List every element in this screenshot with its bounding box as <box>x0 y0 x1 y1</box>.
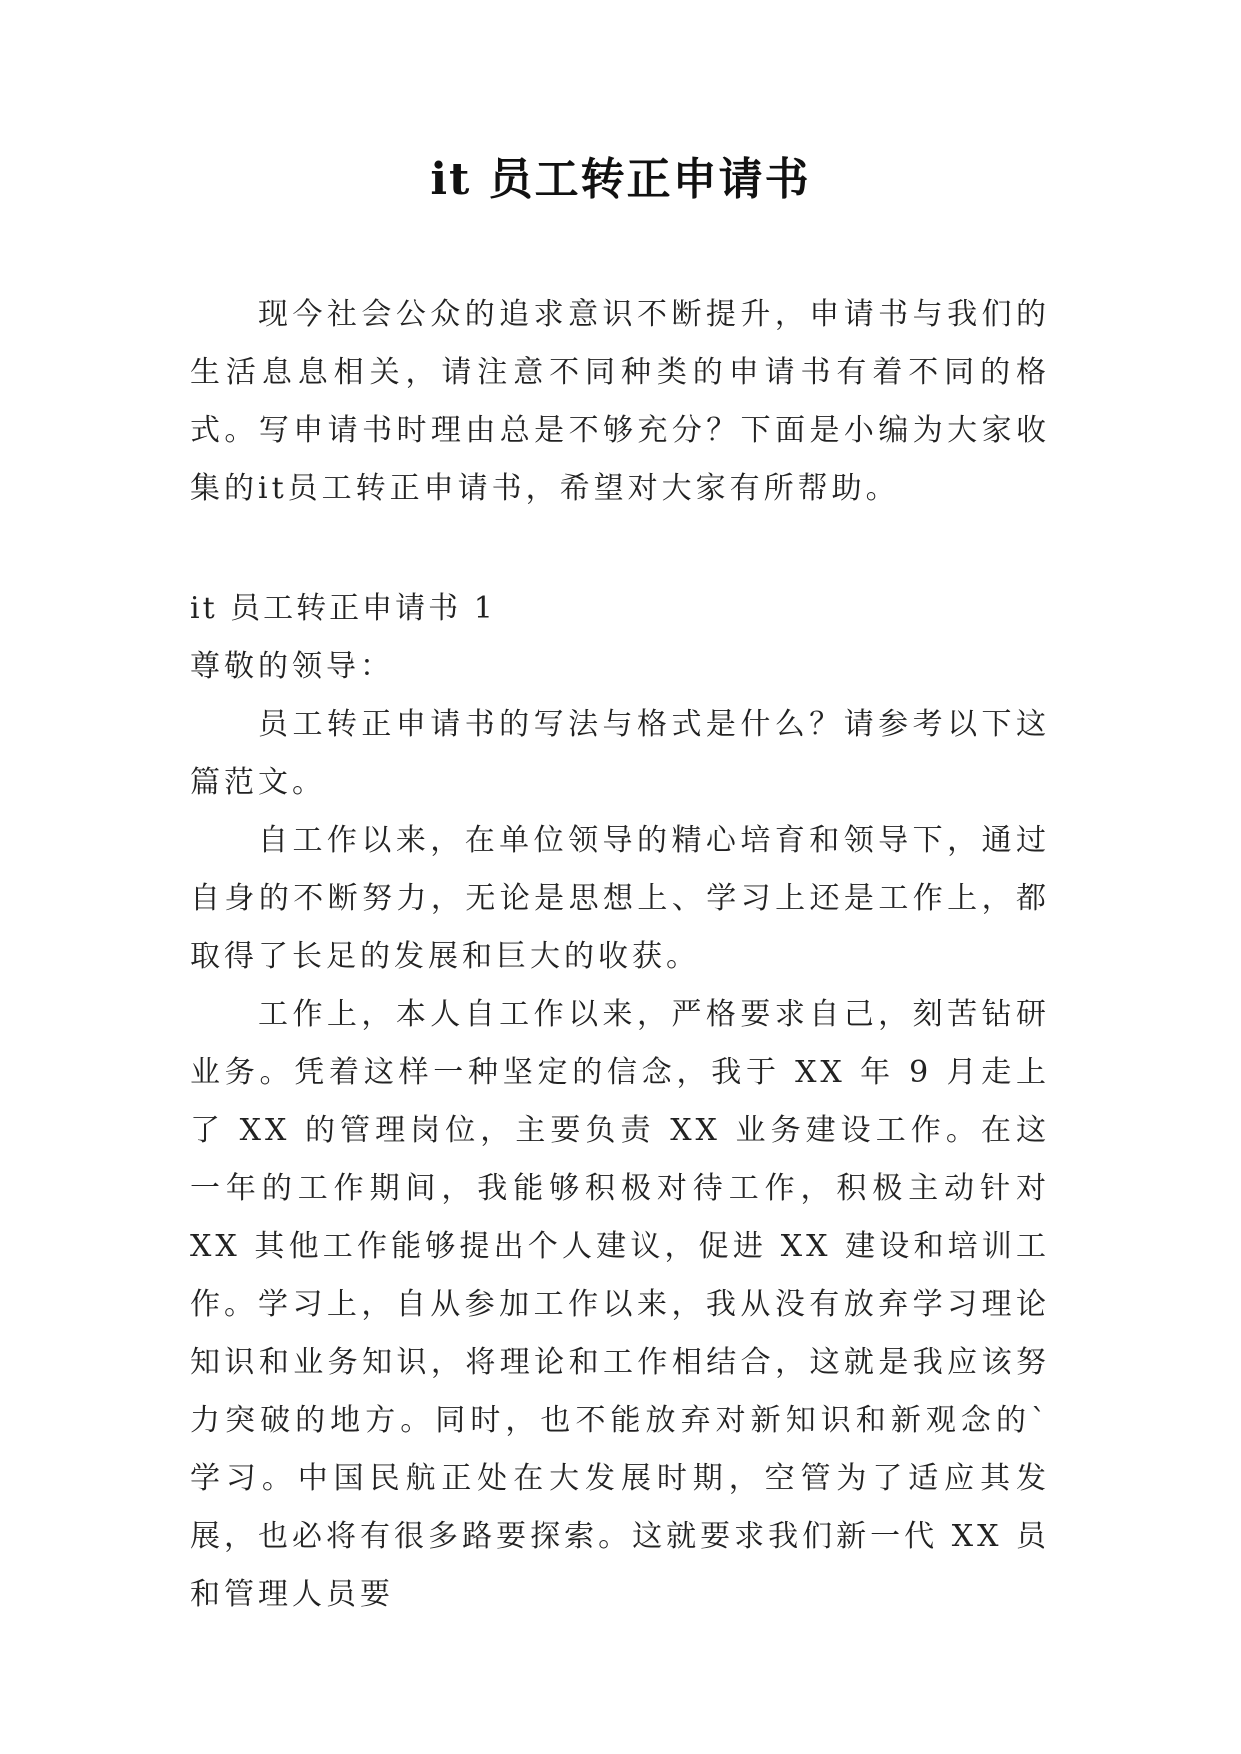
body-paragraph-2: 自工作以来，在单位领导的精心培育和领导下，通过自身的不断努力，无论是思想上、学习上还是工作上，都取得了长足的发展和巨大的收获。 <box>190 823 1050 974</box>
salutation: 尊敬的领导： <box>190 649 394 684</box>
section-heading: it 员工转正申请书 1 <box>190 591 496 626</box>
intro-paragraph: 现今社会公众的追求意识不断提升，申请书与我们的生活息息相关，请注意不同种类的申请书有着不同的格式。写申请书时理由总是不够充分？下面是小编为大家收集的it员工转正申请书，希望对大家有所帮助。 <box>190 297 1050 506</box>
body-paragraph-4: 学习上，自从参加工作以来，我从没有放弃学习理论知识和业务知识，将理论和工作相结合，这就是我应该努力突破的地方。同时，也不能放弃对新知识和新观念的`学习。中国民航正处在大发展时期，空管为了适应其发展，也必将有很多路要探索。这就要求我们新一代 XX 员和管理人员要 <box>190 1287 1050 1612</box>
body-paragraph-3: 工作上，本人自工作以来，严格要求自己，刻苦钻研业务。凭着这样一种坚定的信念，我于 XX 年 9 月走上了 XX 的管理岗位，主要负责 XX 业务建设工作。在这一年的工作期间，我能够积极对待工作，积极主动针对 XX 其他工作能够提出个人建议，促进 XX 建设和培训工作。 <box>190 997 1050 1322</box>
body-paragraph-1: 员工转正申请书的写法与格式是什么？请参考以下这篇范文。 <box>190 707 1050 800</box>
document-title: it 员工转正申请书 <box>430 154 811 205</box>
